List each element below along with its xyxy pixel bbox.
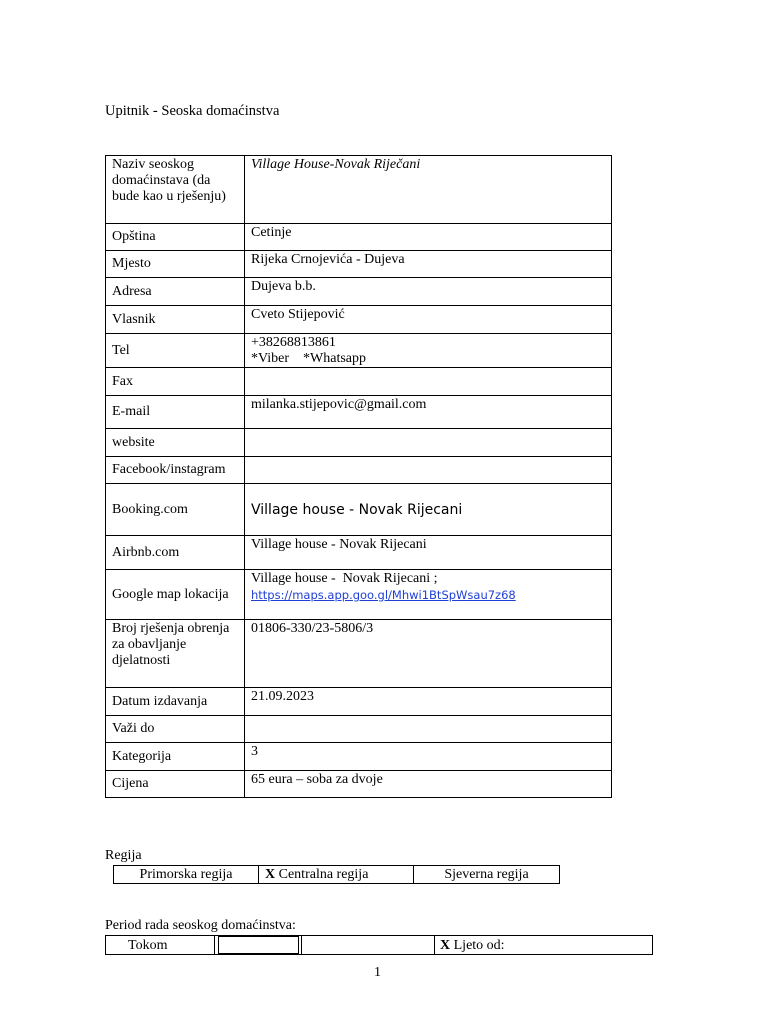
table-row (106, 396, 612, 429)
row-label-fax: Fax (106, 368, 245, 396)
table-row (106, 743, 612, 771)
row-value-google-map (245, 570, 612, 620)
table-row (106, 620, 612, 688)
row-value-fax (245, 368, 612, 396)
table-row (106, 570, 612, 620)
row-label-tel: Tel (106, 334, 245, 368)
row-label-datum: Datum izdavanja (106, 688, 245, 716)
row-value-naziv: Village House-Novak Riječani (245, 156, 612, 224)
row-value-adresa: Dujeva b.b. (245, 278, 612, 306)
row-label-kategorija: Kategorija (106, 743, 245, 771)
row-label-facebook: Facebook/instagram (106, 457, 245, 484)
row-label-vlasnik: Vlasnik (106, 306, 245, 334)
regija-option-sjeverna[interactable] (414, 866, 560, 884)
regija-text: Sjeverna regija (444, 867, 529, 882)
table-row (106, 771, 612, 798)
row-value-email: milanka.stijepovic@gmail.com (245, 396, 612, 429)
period-ljeto-mark: X (440, 937, 451, 953)
page-number: 1 (374, 965, 381, 980)
google-map-name: Village house - Novak Rijecani ; (251, 571, 438, 586)
row-label-mjesto: Mjesto (106, 251, 245, 278)
document-title: Upitnik - Seoska domaćinstva (105, 103, 280, 119)
google-map-link[interactable]: https://maps.app.goo.gl/Mhwi1BtSpWsau7z68 (251, 588, 516, 602)
period-label: Period rada seoskog domaćinstva: (105, 918, 296, 933)
table-row (106, 306, 612, 334)
row-value-tel (245, 334, 612, 368)
tel-apps: *Viber *Whatsapp (251, 351, 367, 366)
row-value-facebook (245, 457, 612, 484)
table-row (106, 334, 612, 368)
regija-option-primorska[interactable] (114, 866, 259, 884)
table-row (106, 536, 612, 570)
row-label-email: E-mail (106, 396, 245, 429)
row-value-datum: 21.09.2023 (245, 688, 612, 716)
row-label-google-map: Google map lokacija (106, 570, 245, 620)
table-row (106, 224, 612, 251)
row-value-kategorija: 3 (245, 743, 612, 771)
regija-label: Regija (105, 848, 142, 863)
table-row (106, 429, 612, 457)
period-tokom: Tokom (106, 936, 215, 955)
row-label-broj-rjesenja: Broj rješenja obrenja za obavljanje djelatnosti (106, 620, 245, 688)
row-value-opstina: Cetinje (245, 224, 612, 251)
row-label-opstina: Opština (106, 224, 245, 251)
regija-table (113, 865, 560, 884)
row-label-cijena: Cijena (106, 771, 245, 798)
row-value-mjesto: Rijeka Crnojevića - Dujeva (245, 251, 612, 278)
period-empty-cell[interactable] (302, 936, 435, 955)
regija-text: Centralna regija (278, 867, 369, 882)
regija-text: Primorska regija (139, 867, 233, 882)
row-label-booking: Booking.com (106, 484, 245, 536)
row-label-airbnb: Airbnb.com (106, 536, 245, 570)
row-label-adresa: Adresa (106, 278, 245, 306)
period-table (105, 935, 653, 955)
period-tokom-box[interactable] (218, 936, 299, 954)
row-value-vlasnik: Cveto Stijepović (245, 306, 612, 334)
table-row (106, 716, 612, 743)
period-tokom-field[interactable] (215, 936, 302, 955)
table-row (106, 278, 612, 306)
row-value-vazi-do (245, 716, 612, 743)
period-ljeto-text: Ljeto od: (453, 937, 505, 953)
period-ljeto[interactable] (435, 936, 653, 955)
questionnaire-table (105, 155, 612, 798)
row-value-cijena: 65 eura – soba za dvoje (245, 771, 612, 798)
table-row (106, 484, 612, 536)
tel-number: +38268813861 (251, 335, 336, 350)
row-label-naziv: Naziv seoskog domaćinstava (da bude kao u rješenju) (106, 156, 245, 224)
table-row (106, 251, 612, 278)
row-value-broj-rjesenja: 01806-330/23-5806/3 (245, 620, 612, 688)
row-label-website: website (106, 429, 245, 457)
regija-option-centralna[interactable] (259, 866, 414, 884)
row-value-booking: Village house - Novak Rijecani (245, 484, 612, 536)
table-row (106, 457, 612, 484)
table-row (106, 156, 612, 224)
regija-mark: X (265, 867, 276, 882)
table-row (106, 688, 612, 716)
row-label-vazi-do: Važi do (106, 716, 245, 743)
table-row (106, 368, 612, 396)
row-value-airbnb: Village house - Novak Rijecani (245, 536, 612, 570)
row-value-website (245, 429, 612, 457)
